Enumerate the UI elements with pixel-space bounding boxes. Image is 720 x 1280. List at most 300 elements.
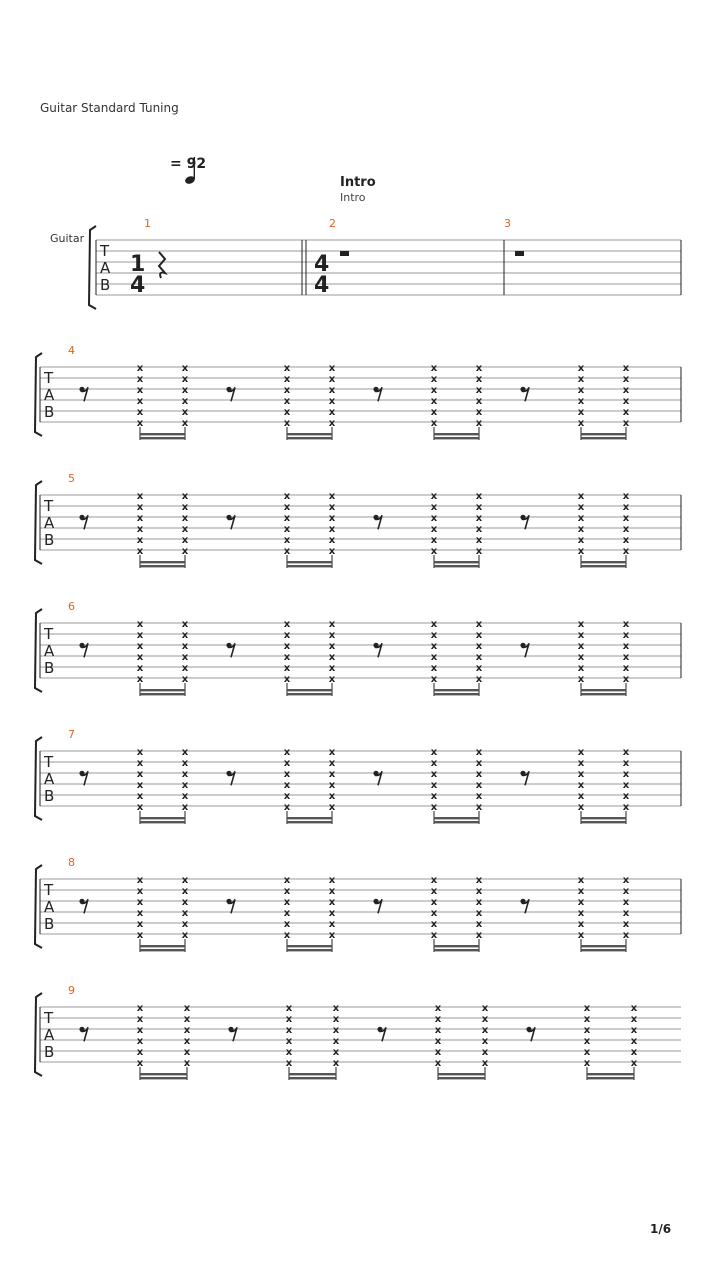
muted-note-x: x xyxy=(181,524,189,535)
tab-clef-letter: T xyxy=(44,881,54,899)
muted-note-x: x xyxy=(328,791,336,802)
muted-note-x: x xyxy=(630,1003,638,1014)
muted-note-x: x xyxy=(475,758,483,769)
muted-note-x: x xyxy=(475,418,483,429)
muted-note-x: x xyxy=(577,919,585,930)
muted-note-x: x xyxy=(577,652,585,663)
muted-note-x: x xyxy=(475,747,483,758)
staff-system xyxy=(40,491,681,568)
section-title: Intro xyxy=(340,175,376,190)
muted-note-x: x xyxy=(181,897,189,908)
muted-note-x: x xyxy=(475,535,483,546)
muted-note-x: x xyxy=(622,652,630,663)
muted-note-x: x xyxy=(181,630,189,641)
muted-note-x: x xyxy=(136,513,144,524)
muted-note-x: x xyxy=(481,1025,489,1036)
instrument-label: Guitar xyxy=(50,232,85,245)
staff-system xyxy=(40,363,681,440)
muted-note-x: x xyxy=(430,396,438,407)
muted-note-x: x xyxy=(577,524,585,535)
staff-system xyxy=(40,747,681,824)
time-signature-denominator: 4 xyxy=(130,273,146,298)
muted-note-x: x xyxy=(283,513,291,524)
muted-note-x: x xyxy=(622,407,630,418)
muted-note-x: x xyxy=(583,1058,591,1069)
muted-note-x: x xyxy=(475,363,483,374)
beam xyxy=(434,565,479,567)
section-subtitle: Intro xyxy=(340,191,366,204)
beam xyxy=(140,1073,187,1075)
muted-note-x: x xyxy=(630,1014,638,1025)
muted-note-x: x xyxy=(136,630,144,641)
muted-note-x: x xyxy=(283,674,291,685)
muted-note-x: x xyxy=(332,1058,340,1069)
muted-note-x: x xyxy=(283,418,291,429)
muted-note-x: x xyxy=(481,1036,489,1047)
beam xyxy=(140,561,185,563)
muted-note-x: x xyxy=(136,897,144,908)
muted-note-x: x xyxy=(622,908,630,919)
beam xyxy=(287,565,332,567)
muted-note-x: x xyxy=(181,502,189,513)
muted-note-x: x xyxy=(183,1003,191,1014)
muted-note-x: x xyxy=(475,780,483,791)
muted-note-x: x xyxy=(136,886,144,897)
beam xyxy=(140,949,185,951)
muted-note-x: x xyxy=(434,1025,442,1036)
muted-note-x: x xyxy=(622,418,630,429)
beam xyxy=(287,433,332,435)
beam xyxy=(434,437,479,439)
muted-note-x: x xyxy=(430,908,438,919)
muted-note-x: x xyxy=(622,630,630,641)
system-brace xyxy=(35,481,42,564)
beam xyxy=(140,433,185,435)
muted-note-x: x xyxy=(622,802,630,813)
muted-note-x: x xyxy=(283,747,291,758)
muted-note-x: x xyxy=(430,780,438,791)
muted-note-x: x xyxy=(577,396,585,407)
tab-clef-letter: A xyxy=(44,386,55,404)
muted-note-x: x xyxy=(136,919,144,930)
muted-note-x: x xyxy=(283,641,291,652)
muted-note-x: x xyxy=(136,1047,144,1058)
tempo-marking: = 92 xyxy=(170,156,207,172)
muted-note-x: x xyxy=(181,919,189,930)
muted-note-x: x xyxy=(181,513,189,524)
muted-note-x: x xyxy=(577,513,585,524)
muted-note-x: x xyxy=(136,1036,144,1047)
muted-note-x: x xyxy=(577,908,585,919)
muted-note-x: x xyxy=(430,897,438,908)
muted-note-x: x xyxy=(283,769,291,780)
measure-number: 3 xyxy=(504,217,511,230)
muted-note-x: x xyxy=(328,908,336,919)
muted-note-x: x xyxy=(328,641,336,652)
muted-note-x: x xyxy=(434,1014,442,1025)
muted-note-x: x xyxy=(475,769,483,780)
measure-number: 6 xyxy=(68,600,75,613)
muted-note-x: x xyxy=(577,747,585,758)
muted-note-x: x xyxy=(481,1014,489,1025)
beam xyxy=(140,689,185,691)
muted-note-x: x xyxy=(283,535,291,546)
tab-clef-letter: A xyxy=(44,642,55,660)
muted-note-x: x xyxy=(283,374,291,385)
system-brace xyxy=(35,865,42,948)
muted-note-x: x xyxy=(430,546,438,557)
muted-note-x: x xyxy=(577,418,585,429)
half-rest xyxy=(515,251,524,256)
muted-note-x: x xyxy=(283,630,291,641)
muted-note-x: x xyxy=(622,491,630,502)
staff-system xyxy=(40,1003,681,1080)
muted-note-x: x xyxy=(283,546,291,557)
muted-note-x: x xyxy=(577,630,585,641)
muted-note-x: x xyxy=(577,502,585,513)
beam xyxy=(140,565,185,567)
staff-system xyxy=(40,619,681,696)
muted-note-x: x xyxy=(328,758,336,769)
tab-clef-letter: T xyxy=(44,1009,54,1027)
muted-note-x: x xyxy=(181,769,189,780)
tab-clef-letter: T xyxy=(44,753,54,771)
muted-note-x: x xyxy=(328,418,336,429)
tab-clef-letter: T xyxy=(44,369,54,387)
muted-note-x: x xyxy=(283,363,291,374)
beam xyxy=(581,437,626,439)
muted-note-x: x xyxy=(577,875,585,886)
muted-note-x: x xyxy=(332,1025,340,1036)
muted-note-x: x xyxy=(181,374,189,385)
muted-note-x: x xyxy=(475,630,483,641)
beam xyxy=(581,693,626,695)
muted-note-x: x xyxy=(283,396,291,407)
muted-note-x: x xyxy=(283,663,291,674)
muted-note-x: x xyxy=(475,886,483,897)
muted-note-x: x xyxy=(181,875,189,886)
muted-note-x: x xyxy=(475,652,483,663)
muted-note-x: x xyxy=(577,802,585,813)
muted-note-x: x xyxy=(430,407,438,418)
muted-note-x: x xyxy=(328,780,336,791)
muted-note-x: x xyxy=(434,1003,442,1014)
beam xyxy=(287,561,332,563)
muted-note-x: x xyxy=(577,674,585,685)
muted-note-x: x xyxy=(475,875,483,886)
tab-clef-letter: A xyxy=(100,259,111,277)
staff-system-1 xyxy=(96,240,681,298)
tab-clef-letter: T xyxy=(100,242,110,260)
muted-note-x: x xyxy=(630,1036,638,1047)
measure-number: 2 xyxy=(329,217,336,230)
muted-note-x: x xyxy=(430,663,438,674)
tuning-label: Guitar Standard Tuning xyxy=(40,101,179,115)
muted-note-x: x xyxy=(136,930,144,941)
beam xyxy=(140,693,185,695)
muted-note-x: x xyxy=(136,791,144,802)
muted-note-x: x xyxy=(283,407,291,418)
time-signature-denominator: 4 xyxy=(314,273,330,298)
muted-note-x: x xyxy=(181,407,189,418)
muted-note-x: x xyxy=(430,791,438,802)
tab-clef-letter: A xyxy=(44,1026,55,1044)
system-brace xyxy=(35,609,42,692)
muted-note-x: x xyxy=(577,385,585,396)
beam xyxy=(434,561,479,563)
muted-note-x: x xyxy=(475,374,483,385)
quarter-rest xyxy=(159,252,165,278)
muted-note-x: x xyxy=(475,619,483,630)
muted-note-x: x xyxy=(622,674,630,685)
muted-note-x: x xyxy=(283,780,291,791)
tab-clef-letter: B xyxy=(100,276,111,294)
tab-clef-letter: B xyxy=(44,1043,55,1061)
muted-note-x: x xyxy=(181,758,189,769)
muted-note-x: x xyxy=(136,374,144,385)
muted-note-x: x xyxy=(577,930,585,941)
muted-note-x: x xyxy=(430,491,438,502)
time-signature-numerator: 4 xyxy=(314,252,330,277)
muted-note-x: x xyxy=(430,875,438,886)
muted-note-x: x xyxy=(622,769,630,780)
muted-note-x: x xyxy=(136,546,144,557)
measure-number: 4 xyxy=(68,344,75,357)
muted-note-x: x xyxy=(622,546,630,557)
muted-note-x: x xyxy=(577,619,585,630)
muted-note-x: x xyxy=(430,758,438,769)
muted-note-x: x xyxy=(622,875,630,886)
tab-clef-letter: T xyxy=(44,625,54,643)
muted-note-x: x xyxy=(475,524,483,535)
muted-note-x: x xyxy=(136,502,144,513)
muted-note-x: x xyxy=(622,897,630,908)
muted-note-x: x xyxy=(283,502,291,513)
beam xyxy=(434,821,479,823)
muted-note-x: x xyxy=(630,1058,638,1069)
muted-note-x: x xyxy=(136,758,144,769)
beam xyxy=(287,949,332,951)
muted-note-x: x xyxy=(136,674,144,685)
beam xyxy=(434,693,479,695)
muted-note-x: x xyxy=(283,802,291,813)
system-brace xyxy=(89,226,96,309)
beam xyxy=(581,945,626,947)
muted-note-x: x xyxy=(181,802,189,813)
muted-note-x: x xyxy=(328,491,336,502)
beam xyxy=(434,817,479,819)
muted-note-x: x xyxy=(183,1047,191,1058)
muted-note-x: x xyxy=(136,1014,144,1025)
measure-number: 8 xyxy=(68,856,75,869)
muted-note-x: x xyxy=(583,1047,591,1058)
muted-note-x: x xyxy=(136,780,144,791)
muted-note-x: x xyxy=(283,619,291,630)
beam xyxy=(581,817,626,819)
muted-note-x: x xyxy=(430,418,438,429)
beam xyxy=(581,689,626,691)
muted-note-x: x xyxy=(283,758,291,769)
beam xyxy=(587,1077,634,1079)
muted-note-x: x xyxy=(434,1036,442,1047)
muted-note-x: x xyxy=(328,524,336,535)
tab-clef-letter: T xyxy=(44,497,54,515)
measure-number: 5 xyxy=(68,472,75,485)
time-signature-numerator: 1 xyxy=(130,252,146,277)
muted-note-x: x xyxy=(136,1003,144,1014)
muted-note-x: x xyxy=(577,897,585,908)
muted-note-x: x xyxy=(283,886,291,897)
muted-note-x: x xyxy=(285,1036,293,1047)
muted-note-x: x xyxy=(430,769,438,780)
muted-note-x: x xyxy=(622,747,630,758)
muted-note-x: x xyxy=(328,396,336,407)
muted-note-x: x xyxy=(328,535,336,546)
muted-note-x: x xyxy=(283,919,291,930)
beam xyxy=(287,437,332,439)
muted-note-x: x xyxy=(181,791,189,802)
muted-note-x: x xyxy=(181,619,189,630)
system-brace xyxy=(35,353,42,436)
muted-note-x: x xyxy=(183,1036,191,1047)
muted-note-x: x xyxy=(136,535,144,546)
muted-note-x: x xyxy=(577,758,585,769)
muted-note-x: x xyxy=(577,769,585,780)
muted-note-x: x xyxy=(622,886,630,897)
muted-note-x: x xyxy=(136,908,144,919)
muted-note-x: x xyxy=(583,1025,591,1036)
beam xyxy=(287,817,332,819)
muted-note-x: x xyxy=(136,619,144,630)
muted-note-x: x xyxy=(430,524,438,535)
muted-note-x: x xyxy=(430,919,438,930)
muted-note-x: x xyxy=(430,385,438,396)
muted-note-x: x xyxy=(577,641,585,652)
beam xyxy=(287,689,332,691)
muted-note-x: x xyxy=(328,919,336,930)
page-number: 1/6 xyxy=(650,1222,672,1236)
muted-note-x: x xyxy=(136,1025,144,1036)
muted-note-x: x xyxy=(136,747,144,758)
muted-note-x: x xyxy=(577,363,585,374)
muted-note-x: x xyxy=(181,396,189,407)
tab-clef-letter: A xyxy=(44,898,55,916)
muted-note-x: x xyxy=(622,780,630,791)
muted-note-x: x xyxy=(475,502,483,513)
muted-note-x: x xyxy=(136,524,144,535)
muted-note-x: x xyxy=(622,791,630,802)
beam xyxy=(434,949,479,951)
muted-note-x: x xyxy=(183,1025,191,1036)
muted-note-x: x xyxy=(577,886,585,897)
staff-system xyxy=(40,875,681,952)
beam xyxy=(140,821,185,823)
muted-note-x: x xyxy=(577,407,585,418)
muted-note-x: x xyxy=(328,747,336,758)
muted-note-x: x xyxy=(328,385,336,396)
muted-note-x: x xyxy=(136,802,144,813)
tab-clef-letter: A xyxy=(44,770,55,788)
muted-note-x: x xyxy=(434,1058,442,1069)
muted-note-x: x xyxy=(136,769,144,780)
muted-note-x: x xyxy=(475,791,483,802)
muted-note-x: x xyxy=(136,641,144,652)
muted-note-x: x xyxy=(136,407,144,418)
muted-note-x: x xyxy=(181,546,189,557)
muted-note-x: x xyxy=(332,1003,340,1014)
muted-note-x: x xyxy=(630,1047,638,1058)
beam xyxy=(581,949,626,951)
muted-note-x: x xyxy=(136,385,144,396)
muted-note-x: x xyxy=(285,1047,293,1058)
muted-note-x: x xyxy=(183,1058,191,1069)
muted-note-x: x xyxy=(622,663,630,674)
beam xyxy=(434,945,479,947)
muted-note-x: x xyxy=(577,663,585,674)
muted-note-x: x xyxy=(328,897,336,908)
tab-clef-letter: B xyxy=(44,659,55,677)
tab-clef-letter: A xyxy=(44,514,55,532)
beam xyxy=(289,1077,336,1079)
tab-clef-letter: B xyxy=(44,531,55,549)
muted-note-x: x xyxy=(577,780,585,791)
beam xyxy=(438,1073,485,1075)
muted-note-x: x xyxy=(181,674,189,685)
muted-note-x: x xyxy=(283,930,291,941)
muted-note-x: x xyxy=(622,930,630,941)
beam xyxy=(287,693,332,695)
muted-note-x: x xyxy=(285,1003,293,1014)
muted-note-x: x xyxy=(622,524,630,535)
muted-note-x: x xyxy=(475,663,483,674)
muted-note-x: x xyxy=(283,524,291,535)
muted-note-x: x xyxy=(622,919,630,930)
muted-note-x: x xyxy=(136,396,144,407)
beam xyxy=(140,437,185,439)
muted-note-x: x xyxy=(475,546,483,557)
muted-note-x: x xyxy=(430,674,438,685)
muted-note-x: x xyxy=(430,802,438,813)
beam xyxy=(140,1077,187,1079)
muted-note-x: x xyxy=(328,374,336,385)
muted-note-x: x xyxy=(475,802,483,813)
muted-note-x: x xyxy=(430,652,438,663)
muted-note-x: x xyxy=(622,396,630,407)
muted-note-x: x xyxy=(430,886,438,897)
muted-note-x: x xyxy=(583,1014,591,1025)
muted-note-x: x xyxy=(328,407,336,418)
beam xyxy=(438,1077,485,1079)
muted-note-x: x xyxy=(332,1014,340,1025)
tab-clef-letter: B xyxy=(44,787,55,805)
muted-note-x: x xyxy=(181,747,189,758)
muted-note-x: x xyxy=(328,886,336,897)
muted-note-x: x xyxy=(430,513,438,524)
muted-note-x: x xyxy=(328,875,336,886)
muted-note-x: x xyxy=(622,641,630,652)
muted-note-x: x xyxy=(285,1014,293,1025)
muted-note-x: x xyxy=(622,619,630,630)
tab-clef-letter: B xyxy=(44,915,55,933)
muted-note-x: x xyxy=(475,919,483,930)
muted-note-x: x xyxy=(181,780,189,791)
muted-note-x: x xyxy=(328,363,336,374)
muted-note-x: x xyxy=(328,630,336,641)
muted-note-x: x xyxy=(181,363,189,374)
muted-note-x: x xyxy=(430,619,438,630)
muted-note-x: x xyxy=(181,886,189,897)
muted-note-x: x xyxy=(430,747,438,758)
